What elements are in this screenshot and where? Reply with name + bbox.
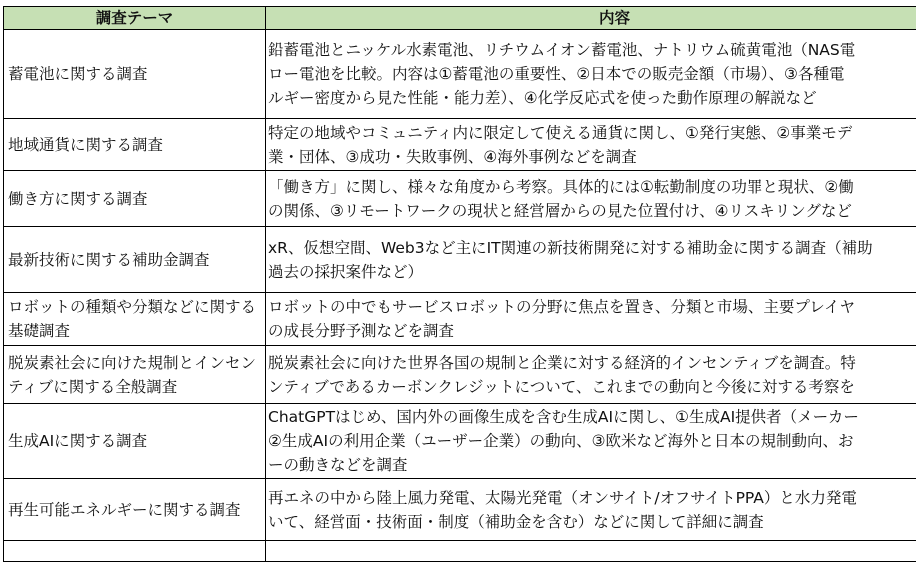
content-line: ②生成AIの利用企業（ユーザー企業）の動向、③欧米など海外と日本の規制動向、お (268, 432, 854, 450)
table-header-row (4, 7, 916, 30)
table-row (4, 346, 916, 404)
content-cell[interactable] (266, 30, 916, 119)
table-body (4, 30, 916, 562)
topic-cell[interactable]: 最新技術に関する補助金調査 (4, 227, 266, 293)
topic-cell[interactable] (4, 541, 266, 562)
content-line: ーの動きなどを調査 (268, 456, 408, 474)
topic-cell[interactable]: 蓄電池に関する調査 (4, 30, 266, 119)
content-cell[interactable] (266, 479, 916, 541)
content-line: 業・団体、③成功・失敗事例、④海外事例などを調査 (268, 147, 637, 166)
content-cell[interactable] (266, 293, 916, 346)
table-row (4, 227, 916, 293)
content-line: ロー電池を比較。内容は①蓄電池の重要性、②日本での販売金額（市場）、③各種電 (268, 65, 845, 83)
research-theme-table (3, 6, 916, 562)
content-line: の成長分野予測などを調査 (268, 322, 455, 340)
content-line: 「働き方」に関し、様々な角度から考察。具体的には①転勤制度の功罪と現状、②働 (268, 177, 854, 196)
content-line: 再エネの中から陸上風力発電、太陽光発電（オンサイト/オフサイトPPA）と水力発電 (268, 488, 857, 507)
header-research-theme[interactable]: 調査テーマ (4, 7, 266, 30)
table-row (4, 119, 916, 171)
content-cell[interactable] (266, 404, 916, 479)
table-row (4, 541, 916, 562)
content-line: 過去の採択案件など） (268, 262, 424, 281)
table-row (4, 293, 916, 346)
content-cell[interactable] (266, 171, 916, 227)
content-line: いて、経営面・技術面・制度（補助金を含む）などに関して詳細に調査 (268, 512, 764, 531)
header-content[interactable]: 内容 (266, 7, 916, 30)
content-line: ンティブであるカーボンクレジットについて、これまでの動向と今後に対する考察を (268, 377, 855, 396)
topic-cell[interactable]: 再生可能エネルギーに関する調査 (4, 479, 266, 541)
content-line: 特定の地域やコミュニティ内に限定して使える通貨に関し、①発行実態、②事業モデ (268, 123, 853, 142)
content-line: 脱炭素社会に向けた世界各国の規制と企業に対する経済的インセンティブを調査。特 (268, 353, 856, 372)
content-line: xR、仮想空間、Web3など主にIT関連の新技術開発に対する補助金に関する調査（補助 (268, 238, 873, 257)
table-row (4, 171, 916, 227)
content-line: ChatGPTはじめ、国内外の画像生成を含む生成AIに関し、①生成AI提供者（メーカー (268, 408, 859, 426)
topic-cell[interactable]: 地域通貨に関する調査 (4, 119, 266, 171)
table-row (4, 404, 916, 479)
content-cell[interactable] (266, 227, 916, 293)
topic-cell[interactable]: 働き方に関する調査 (4, 171, 266, 227)
table-row (4, 479, 916, 541)
content-cell[interactable] (266, 119, 916, 171)
table-row (4, 30, 916, 119)
content-line: ルギー密度から見た性能・能力差）、④化学反応式を使った動作原理の解説など (268, 89, 817, 107)
topic-cell[interactable]: 生成AIに関する調査 (4, 404, 266, 479)
content-cell[interactable] (266, 346, 916, 404)
content-line: 鉛蓄電池とニッケル水素電池、リチウムイオン蓄電池、ナトリウム硫黄電池（NAS電 (268, 41, 856, 59)
content-cell[interactable] (266, 541, 916, 562)
topic-cell[interactable]: ロボットの種類や分類などに関する基礎調査 (4, 293, 266, 346)
topic-cell[interactable]: 脱炭素社会に向けた規制とインセンティブに関する全般調査 (4, 346, 266, 404)
content-line: の関係、③リモートワークの現状と経営層からの見た位置付け、④リスキリングなど (268, 201, 852, 220)
content-line: ロボットの中でもサービスロボットの分野に焦点を置き、分類と市場、主要プレイヤ (268, 298, 855, 316)
